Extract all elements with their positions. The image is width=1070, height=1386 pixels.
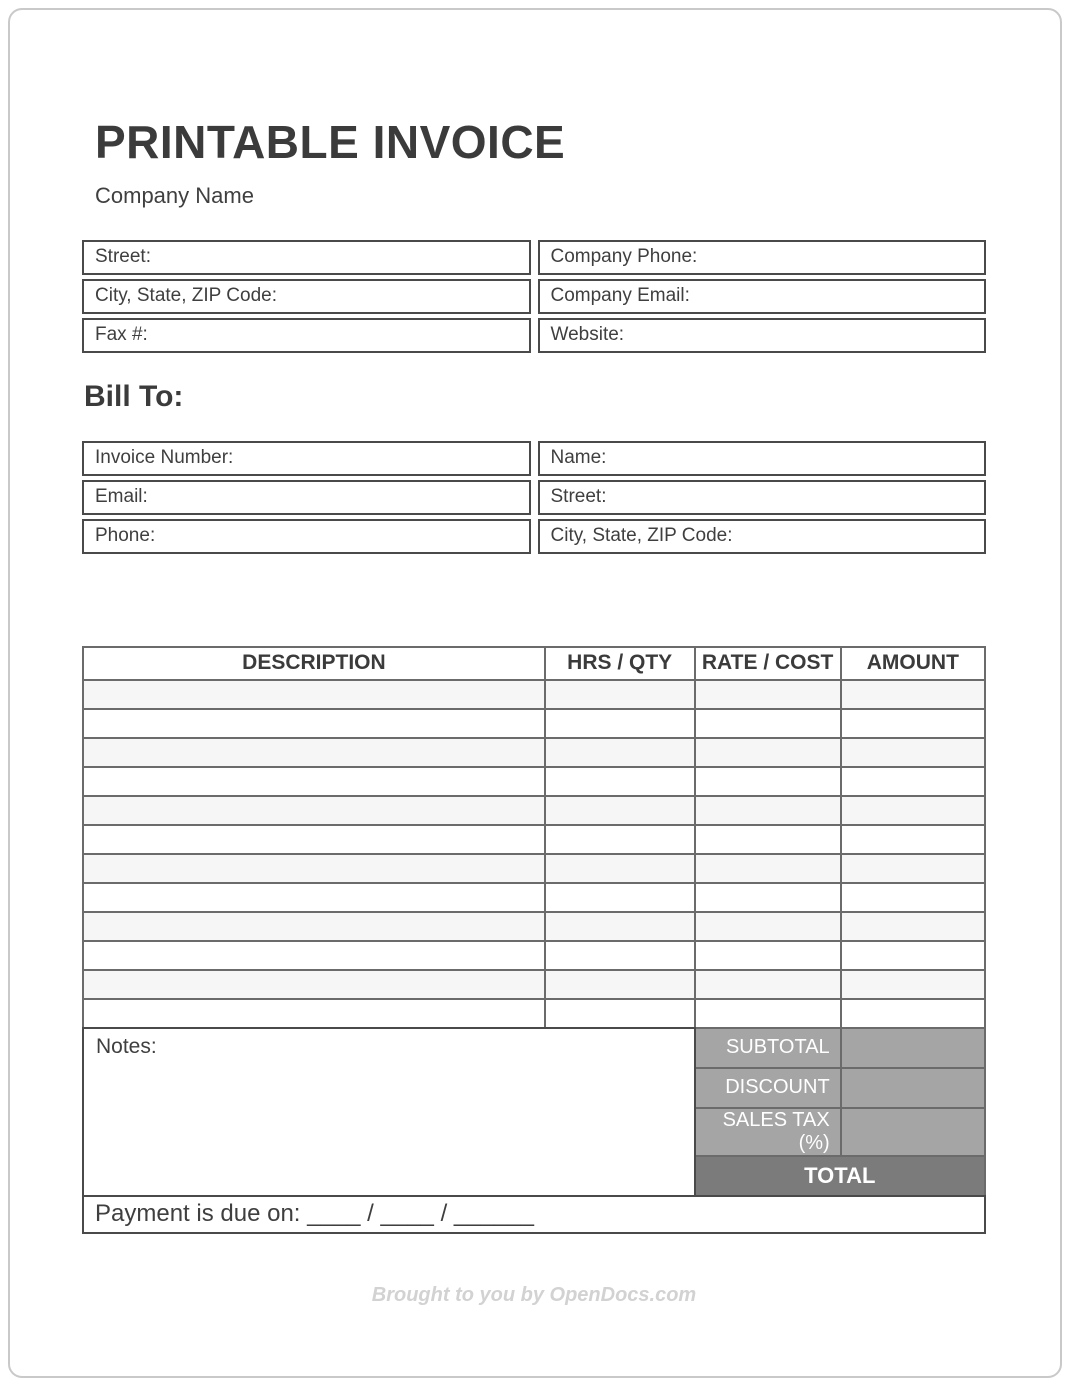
item-cell — [841, 941, 985, 970]
item-cell — [695, 709, 841, 738]
item-cell — [841, 767, 985, 796]
item-cell — [545, 883, 695, 912]
item-row — [83, 767, 985, 796]
field-invoice-number: Invoice Number: — [82, 441, 531, 476]
item-cell — [83, 796, 545, 825]
header-rate-cost: RATE / COST — [695, 647, 841, 680]
item-cell — [841, 883, 985, 912]
notes-box — [83, 1028, 695, 1196]
field-bill-email: Email: — [82, 480, 531, 515]
item-row — [83, 941, 985, 970]
item-cell — [841, 709, 985, 738]
sales-tax-label: SALES TAX (%) — [695, 1108, 841, 1156]
item-cell — [695, 680, 841, 709]
header-amount: AMOUNT — [841, 647, 985, 680]
item-cell — [83, 709, 545, 738]
total-label: TOTAL — [695, 1156, 985, 1196]
notes-and-totals — [82, 1027, 986, 1197]
item-cell — [841, 854, 985, 883]
header-description: DESCRIPTION — [83, 647, 545, 680]
item-cell — [695, 796, 841, 825]
field-bill-city-state-zip: City, State, ZIP Code: — [538, 519, 987, 554]
item-cell — [545, 709, 695, 738]
item-cell — [695, 999, 841, 1028]
payment-due-text: Payment is due on: ____ / ____ / ______ — [95, 1200, 534, 1228]
item-cell — [83, 941, 545, 970]
bill-to-heading: Bill To: — [84, 379, 184, 413]
item-row — [83, 825, 985, 854]
item-row — [83, 796, 985, 825]
item-cell — [841, 912, 985, 941]
item-cell — [695, 738, 841, 767]
item-row — [83, 970, 985, 999]
notes-label: Notes: — [96, 1034, 157, 1058]
item-cell — [83, 999, 545, 1028]
item-cell — [545, 796, 695, 825]
page-title: PRINTABLE INVOICE — [95, 116, 566, 168]
document-content — [82, 0, 986, 1307]
item-cell — [841, 970, 985, 999]
field-bill-phone: Phone: — [82, 519, 531, 554]
item-cell — [545, 970, 695, 999]
item-cell — [545, 738, 695, 767]
item-cell — [83, 854, 545, 883]
item-row — [83, 709, 985, 738]
item-row — [83, 912, 985, 941]
line-items-table — [82, 646, 986, 1029]
item-cell — [83, 738, 545, 767]
item-cell — [695, 854, 841, 883]
item-cell — [695, 941, 841, 970]
field-street: Street: — [82, 240, 531, 275]
field-bill-street: Street: — [538, 480, 987, 515]
item-cell — [841, 796, 985, 825]
item-cell — [83, 767, 545, 796]
subtotal-label: SUBTOTAL — [695, 1028, 841, 1068]
item-cell — [83, 825, 545, 854]
company-info-table — [82, 240, 986, 353]
sales-tax-value — [841, 1108, 985, 1156]
item-cell — [545, 941, 695, 970]
field-website: Website: — [538, 318, 987, 353]
item-cell — [695, 970, 841, 999]
item-cell — [545, 912, 695, 941]
company-name: Company Name — [95, 182, 254, 208]
subtotal-value — [841, 1028, 985, 1068]
field-city-state-zip: City, State, ZIP Code: — [82, 279, 531, 314]
item-cell — [841, 680, 985, 709]
item-cell — [545, 825, 695, 854]
item-cell — [841, 999, 985, 1028]
item-cell — [545, 680, 695, 709]
item-cell — [545, 854, 695, 883]
subtotal-row — [83, 1028, 985, 1068]
field-company-email: Company Email: — [538, 279, 987, 314]
item-cell — [841, 825, 985, 854]
item-cell — [83, 680, 545, 709]
field-bill-name: Name: — [538, 441, 987, 476]
field-fax: Fax #: — [82, 318, 531, 353]
item-row — [83, 854, 985, 883]
item-cell — [83, 970, 545, 999]
item-cell — [83, 912, 545, 941]
item-cell — [695, 912, 841, 941]
payment-due-bar — [82, 1195, 986, 1234]
item-cell — [695, 883, 841, 912]
item-cell — [545, 999, 695, 1028]
header-hrs-qty: HRS / QTY — [545, 647, 695, 680]
items-body — [83, 680, 985, 1028]
item-row — [83, 999, 985, 1028]
field-company-phone: Company Phone: — [538, 240, 987, 275]
discount-label: DISCOUNT — [695, 1068, 841, 1108]
item-cell — [545, 767, 695, 796]
items-header-row — [83, 647, 985, 680]
bill-to-table — [82, 441, 986, 554]
item-row — [83, 680, 985, 709]
footer-credit: Brought to you by OpenDocs.com — [371, 1283, 697, 1306]
item-cell — [695, 767, 841, 796]
item-row — [83, 738, 985, 767]
item-cell — [83, 883, 545, 912]
discount-value — [841, 1068, 985, 1108]
item-cell — [695, 825, 841, 854]
item-row — [83, 883, 985, 912]
item-cell — [841, 738, 985, 767]
